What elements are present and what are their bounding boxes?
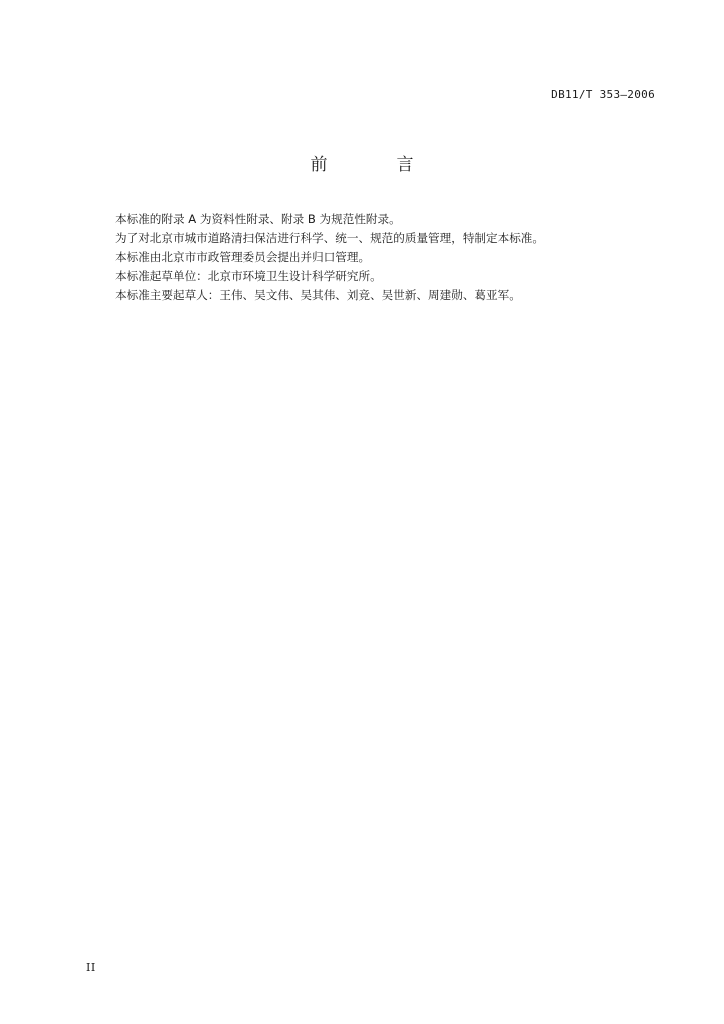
page-number: II	[86, 961, 96, 974]
foreword-body	[115, 210, 655, 305]
document-code: DB11/T 353—2006	[551, 88, 655, 101]
section-heading: 前 言	[310, 155, 440, 175]
foreword-line: 本标准起草单位：北京市环境卫生设计科学研究所。	[115, 269, 382, 284]
foreword-line: 本标准主要起草人：王伟、吴文伟、吴其伟、刘竞、吴世新、周建勋、葛亚军。	[115, 288, 521, 303]
foreword-line: 本标准的附录 A 为资料性附录、附录 B 为规范性附录。	[115, 212, 401, 226]
foreword-line: 本标准由北京市市政管理委员会提出并归口管理。	[115, 250, 371, 265]
foreword-line: 为了对北京市城市道路清扫保洁进行科学、统一、规范的质量管理，特制定本标准。	[115, 231, 544, 246]
